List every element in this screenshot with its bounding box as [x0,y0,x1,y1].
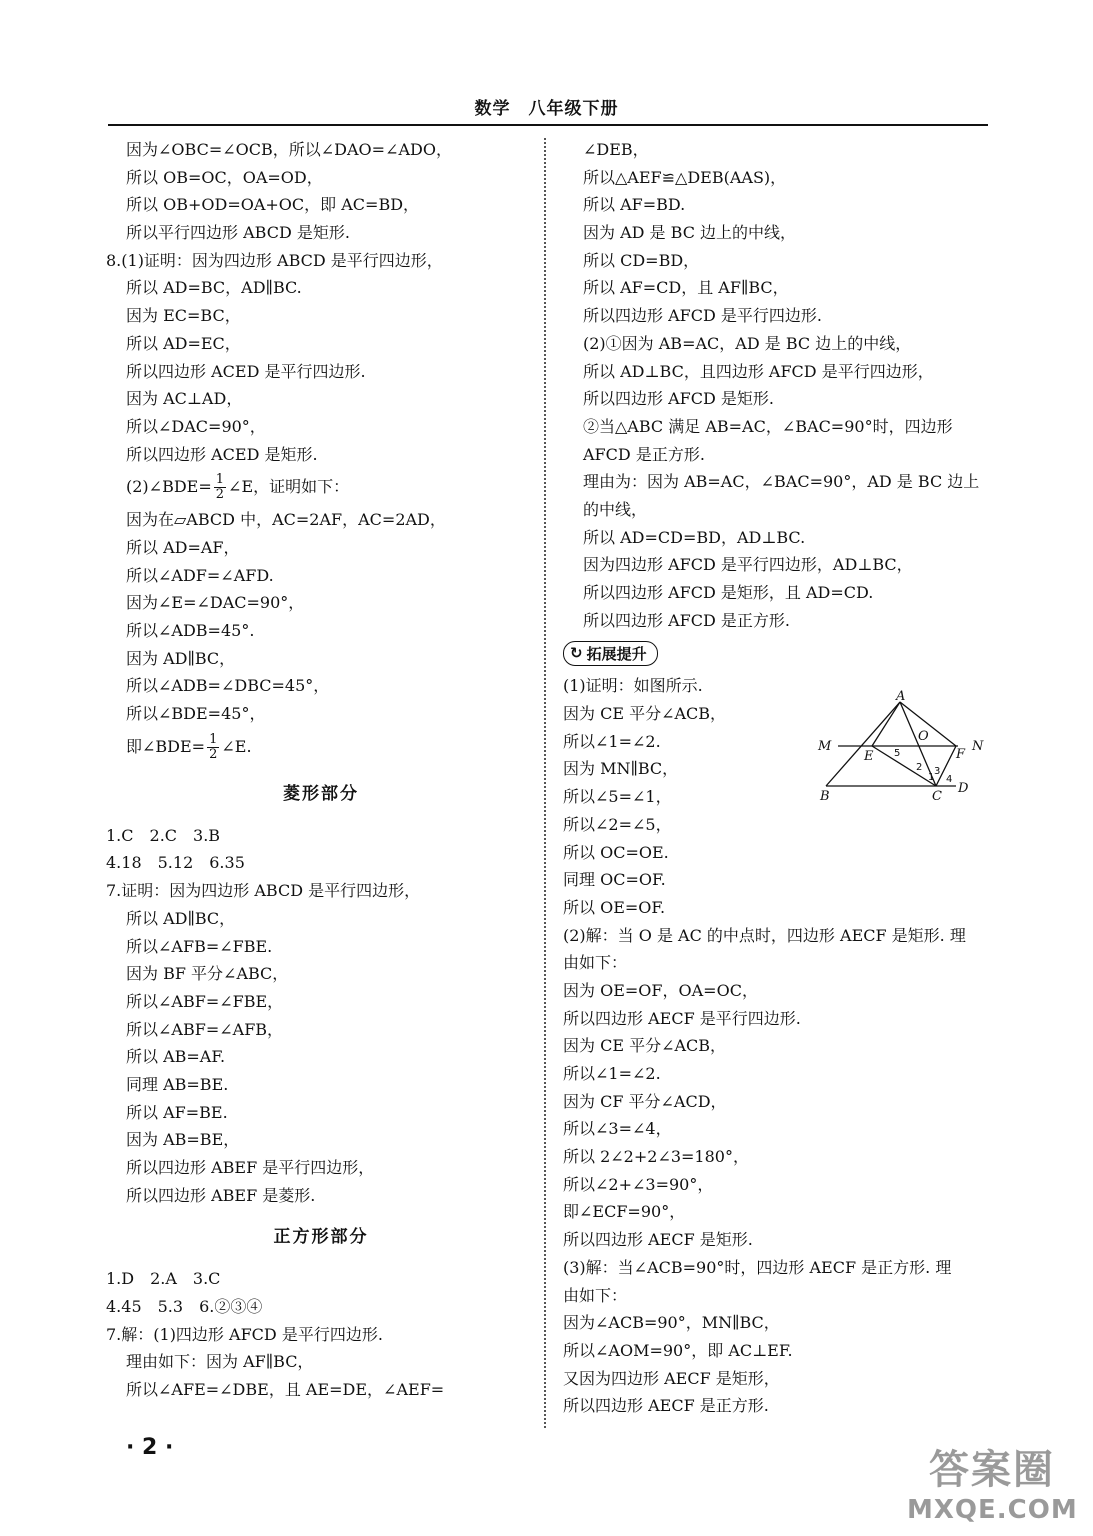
text-line: 7.证明：因为四边形 ABCD 是平行四边形， [106,881,421,901]
text-line: 所以∠AOM=90°，即 AC⊥EF. [563,1340,793,1360]
segment-AE [872,702,900,746]
text-line: 即∠ECF=90°， [563,1202,686,1222]
text-line: ∠DEB， [583,140,649,159]
label-O: O [918,729,929,744]
text-line: (2)①因为 AB=AC，AD 是 BC 边上的中线， [583,333,912,353]
text-line: 由如下： [563,1285,628,1305]
angle-label-5: 5 [894,748,901,759]
answer-line: 4.45 5.3 6.②③④ [106,1297,263,1317]
text-line: (3)解：当∠ACB=90°时，四边形 AECF 是正方形. 理 [563,1257,952,1277]
continued-solution [563,136,988,634]
text-run: (2)∠BDE= [126,477,212,497]
text-line: 所以 AF=BE. [126,1102,228,1122]
watermark-url: MXQE.COM [907,1495,1078,1525]
text-line: 7.解：(1)四边形 AFCD 是平行四边形. [106,1324,383,1344]
text-line: 所以平行四边形 ABCD 是矩形. [126,223,350,243]
text-line: 所以四边形 AFCD 是矩形，且 AD=CD. [583,583,874,602]
text-line: 因为 AB=BE， [126,1130,240,1150]
text-line: 因为 EC=BC， [126,306,241,326]
text-line: 所以 AD∥BC， [126,908,236,928]
text-line: 所以∠2=∠5， [563,814,672,834]
text-line: 所以 2∠2+2∠3=180°， [563,1147,749,1167]
text-line: 所以∠AFE=∠DBE，且 AE=DE，∠AEF= [126,1380,445,1400]
square-section [106,1265,536,1403]
column-divider [544,138,546,1428]
text-line: 所以△AEF≌△DEB(AAS)， [583,167,787,187]
answer-line: 1.C 2.C 3.B [106,825,221,845]
page-header: 数学 八年级下册 [474,99,619,119]
text-line: 所以四边形 ACED 是平行四边形. [126,361,366,381]
text-line: 所以四边形 AFCD 是矩形. [583,389,774,409]
label-E: E [864,749,874,764]
fraction-half [214,473,226,502]
page-number: · 2 · [126,1435,174,1460]
label-F: F [956,747,966,762]
section-title-rhombus: 菱形部分 [283,783,359,804]
text-line: AFCD 是正方形. [583,444,705,464]
text-line: 因为 CF 平分∠ACD， [563,1091,727,1111]
badge-label: 拓展提升 [586,644,647,663]
text-line: 所以∠2+∠3=90°， [563,1174,714,1194]
section-title-square: 正方形部分 [273,1227,369,1248]
text-line: 同理 AB=BE. [126,1074,229,1094]
fraction-half [207,733,219,762]
label-C: C [932,789,942,804]
text-line: 所以∠5=∠1， [563,787,672,807]
angle-label-2: 2 [916,762,923,773]
text-line: 又因为四边形 AECF 是矩形， [563,1368,780,1388]
text-line: 因为∠OBC=∠OCB，所以∠DAO=∠ADO， [126,140,452,159]
text-run: ∠E. [221,736,252,756]
text-line: 理由为：因为 AB=AC，∠BAC=90°，AD 是 BC 边上 [583,472,980,492]
text-line: 理由如下：因为 AF∥BC， [126,1352,314,1372]
text-line: 所以 AB=AF. [126,1047,226,1067]
text-line: 所以 AD=BC，AD∥BC. [126,278,302,298]
text-line: 因为在▱ABCD 中，AC=2AF，AC=2AD， [126,510,446,530]
fraction-line [106,468,536,506]
segment-EC [872,746,936,786]
answer-line: 1.D 2.A 3.C [106,1269,221,1289]
question-8 [106,247,536,766]
text-line: 所以 OE=OF. [563,897,666,917]
angle-label-1: 1 [928,772,935,783]
text-line: 所以四边形 AFCD 是平行四边形. [583,306,822,326]
text-line: 所以∠ADF=∠AFD. [126,565,274,585]
watermark-text: 答案圈 [929,1447,1055,1493]
text-line: 所以 OB=OC，OA=OD， [126,167,323,187]
text-line: 的中线， [583,499,648,519]
label-D: D [958,781,969,796]
segment-AB [826,702,900,786]
answer-line: 4.18 5.12 6.35 [106,853,245,873]
extension-badge [563,641,658,666]
text-line: 所以∠1=∠2. [563,731,661,751]
text-line: 因为四边形 AFCD 是平行四边形，AD⊥BC， [583,555,913,575]
text-line: 所以∠BDE=45°， [126,704,266,724]
text-line: 所以∠ABF=∠FBE， [126,991,284,1011]
extension-badge-row [563,634,988,672]
header-rule [108,124,988,126]
text-line: ②当△ABC 满足 AB=AC，∠BAC=90°时，四边形 [583,416,953,436]
text-line: 所以∠ADB=∠DBC=45°， [126,676,330,696]
fraction-denominator: 2 [209,746,218,762]
fraction-line [106,728,536,766]
text-line: 因为 BF 平分∠ABC， [126,964,289,984]
text-line: 所以∠3=∠4， [563,1119,672,1139]
part1-block [106,136,536,247]
text-line: 所以四边形 ABEF 是菱形. [126,1185,316,1205]
swirl-arrow-icon: ↻ [570,644,583,663]
text-line: 因为 CE 平分∠ACB， [563,704,727,724]
text-line: 因为 AD∥BC， [126,648,236,668]
text-line: (2)解：当 O 是 AC 的中点时，四边形 AECF 是矩形. 理 [563,925,966,945]
text-line: 所以四边形 AFCD 是正方形. [583,610,790,630]
text-line: 因为 AC⊥AD， [126,389,243,409]
text-line: 所以 OB+OD=OA+OC，即 AC=BD， [126,195,420,215]
text-run: ∠E，证明如下： [228,477,350,497]
text-line: 因为 MN∥BC， [563,759,679,779]
text-line: 所以四边形 AECF 是矩形. [563,1230,753,1250]
text-line: 所以∠AFB=∠FBE. [126,936,273,956]
text-line: 所以 AF=BD. [583,195,686,215]
text-line: 因为 CE 平分∠ACB， [563,1036,727,1056]
text-run: 即∠BDE= [126,736,206,756]
text-line: 所以四边形 ACED 是矩形. [126,444,318,464]
text-line: 所以 AD=AF， [126,537,240,557]
angle-label-4: 4 [946,774,953,785]
text-line: 所以四边形 AECF 是平行四边形. [563,1008,801,1028]
rhombus-section [106,822,536,1210]
text-line: 所以四边形 ABEF 是平行四边形， [126,1158,375,1177]
text-line: 所以∠1=∠2. [563,1064,661,1083]
label-B: B [820,789,830,804]
left-column [106,136,536,1404]
text-line: 所以 CD=BD， [583,250,700,270]
watermark-logo [907,1438,1077,1528]
text-line: 因为 OE=OF，OA=OC， [563,980,758,1000]
angle-label-3: 3 [934,766,941,777]
text-line: 因为 AD 是 BC 边上的中线， [583,223,797,243]
text-line: 所以 AD=CD=BD，AD⊥BC. [583,527,806,547]
text-line: (1)证明：如图所示. [563,676,703,696]
text-line: 因为∠ACB=90°，MN∥BC， [563,1313,780,1333]
text-line: 因为∠E=∠DAC=90°， [126,593,305,613]
geometry-figure [810,690,990,810]
text-line: 所以∠ADB=45°. [126,621,255,640]
text-line: 所以 AD=EC， [126,333,241,353]
label-A: A [896,690,906,704]
label-M: M [818,739,832,754]
text-line: 由如下： [563,953,628,973]
label-N: N [972,739,984,754]
text-line: 所以 AD⊥BC，且四边形 AFCD 是平行四边形， [583,361,934,381]
text-line: 同理 OC=OF. [563,870,666,890]
text-line: 所以 AF=CD，且 AF∥BC， [583,278,789,298]
fraction-numerator: 1 [209,731,218,747]
text-line: 所以∠ABF=∠AFB， [126,1019,284,1039]
text-line: 所以∠DAC=90°， [126,416,266,436]
text-line: 8.(1)证明：因为四边形 ABCD 是平行四边形， [106,250,443,270]
fraction-denominator: 2 [215,487,225,503]
text-line: 所以 OC=OE. [563,842,669,862]
fraction-numerator: 1 [215,472,225,488]
text-line: 所以四边形 AECF 是正方形. [563,1396,769,1416]
